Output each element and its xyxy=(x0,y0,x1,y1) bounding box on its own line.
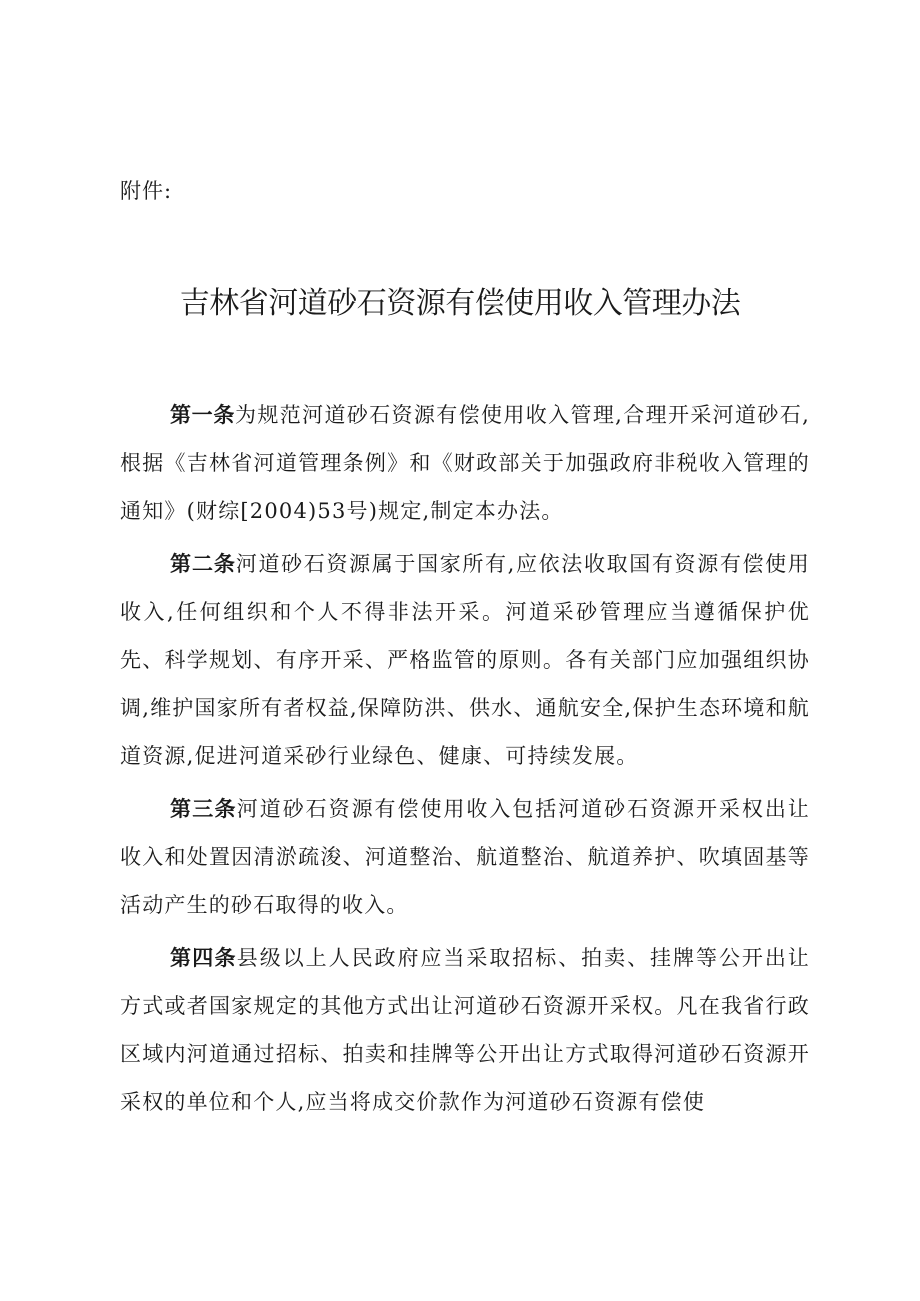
article-4-heading: 第四条 xyxy=(170,946,237,970)
article-3-heading: 第三条 xyxy=(170,797,237,821)
article-4 xyxy=(120,934,810,1126)
article-2-heading: 第二条 xyxy=(170,552,236,576)
article-1 xyxy=(120,391,810,535)
document-body xyxy=(120,391,810,1131)
article-1-text: 为规范河道砂石资源有偿使用收入管理,合理开采河道砂石,根据《吉林省河道管理条例》和《财政部关于加强政府非税收入管理的通知》(财综[2004)53号)规定,制定本办法。 xyxy=(120,403,811,523)
article-3-text: 河道砂石资源有偿使用收入包括河道砂石资源开采权出让收入和处置因清淤疏浚、河道整治、航道整治、航道养护、吹填固基等活动产生的砂石取得的收入。 xyxy=(120,797,811,917)
article-1-heading: 第一条 xyxy=(170,403,235,427)
article-2 xyxy=(120,540,810,780)
article-3 xyxy=(120,785,810,929)
document-title: 吉林省河道砂石资源有偿使用收入管理办法 xyxy=(179,286,741,321)
attachment-label: 附件: xyxy=(120,179,173,203)
article-2-text: 河道砂石资源属于国家所有,应依法收取国有资源有偿使用收入,任何组织和个人不得非法开采。河道采砂管理应当遵循保护优先、科学规划、有序开采、严格监管的原则。各有关部门应加强组织协调,维护国家所有者权益,保障防洪、供水、通航安全,保护生态环境和航道资源,促进河道采砂行业绿色、健康、可持续发展。 xyxy=(120,552,811,768)
article-4-text: 县级以上人民政府应当采取招标、拍卖、挂牌等公开出让方式或者国家规定的其他方式出让河道砂石资源开采权。凡在我省行政区域内河道通过招标、拍卖和挂牌等公开出让方式取得河道砂石资源开采权的单位和个人,应当将成交价款作为河道砂石资源有偿使 xyxy=(120,946,811,1114)
